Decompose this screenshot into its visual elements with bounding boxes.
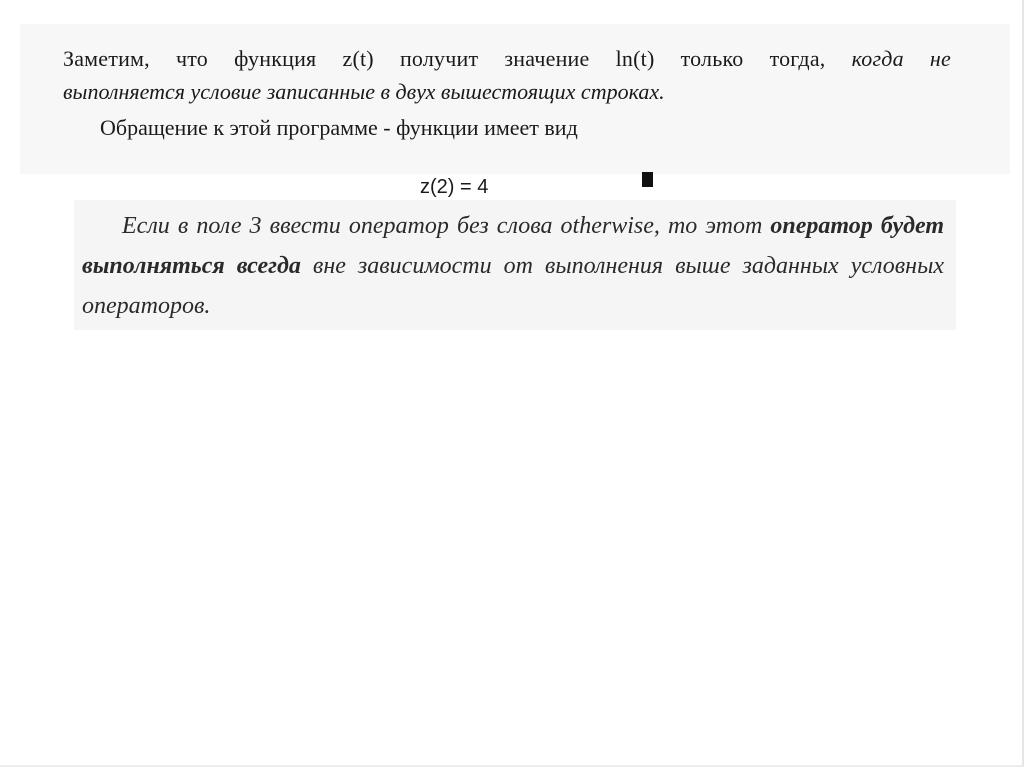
note-text-part-1: Если в поле 3 ввести оператор без слова otherwise, то этот (122, 213, 771, 239)
note-text-part-2: вне зависимости от выполнения выше заданных условных операторов. (82, 253, 944, 319)
paragraph-1-line-2: выполняется условие записанные в двух вышестоящих строках. (63, 79, 665, 104)
paragraph-1-line-1 (63, 42, 951, 76)
paragraph-1-text: Заметим, что функция z(t) получит значение ln(t) только тогда, (63, 46, 852, 71)
paragraph-2: Обращение к этой программе - функции имеет вид (100, 115, 578, 140)
formula: z(2) = 4 (420, 176, 489, 198)
paragraph-1-italic-text: когда не (851, 46, 951, 71)
note-bold-text: оператор будет выполняться всегда (82, 213, 944, 279)
note-paragraph (82, 206, 944, 326)
end-of-proof-mark (642, 172, 653, 187)
